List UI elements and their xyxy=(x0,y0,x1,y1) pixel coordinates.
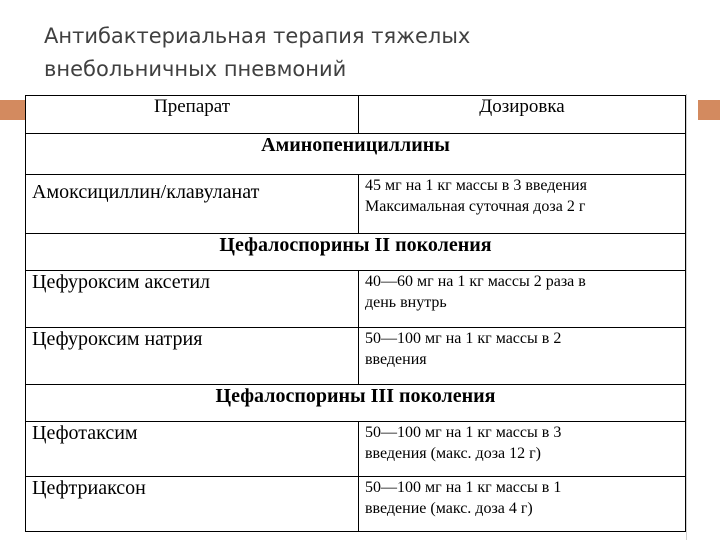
group-row xyxy=(26,234,686,271)
dose-line: 50—100 мг на 1 кг массы в 3 xyxy=(365,424,562,441)
header-dosage: Дозировка xyxy=(359,96,686,134)
group-aminopenicillins: Аминопенициллины xyxy=(26,134,686,175)
dose-line: 50—100 мг на 1 кг массы в 1 xyxy=(365,479,562,496)
group-cephalosporins-2: Цефалоспорины II поколения xyxy=(26,234,686,271)
header-drug: Препарат xyxy=(26,96,359,134)
drug-dose xyxy=(359,328,686,385)
slide-title-line-1: Антибактериальная терапия тяжелых xyxy=(44,24,471,48)
drug-dose xyxy=(359,271,686,328)
accent-bar-right xyxy=(698,100,720,120)
dose-line: введения (макс. доза 12 г) xyxy=(365,445,542,462)
table-row xyxy=(26,422,686,477)
table-row xyxy=(26,328,686,385)
drug-dose xyxy=(359,175,686,234)
drug-name: Амоксициллин/клавуланат xyxy=(26,175,359,234)
accent-bar-left xyxy=(0,100,26,120)
dose-line: введение (макс. доза 4 г) xyxy=(365,500,533,517)
group-row xyxy=(26,385,686,422)
drug-name: Цефуроксим натрия xyxy=(26,328,359,385)
drug-dose xyxy=(359,477,686,532)
drug-name: Цефуроксим аксетил xyxy=(26,271,359,328)
dose-line: 40—60 мг на 1 кг массы 2 раза в xyxy=(365,273,586,290)
table-row xyxy=(26,477,686,532)
dose-line: 45 мг на 1 кг массы в 3 введения xyxy=(365,177,587,194)
dose-line: 50—100 мг на 1 кг массы в 2 xyxy=(365,330,562,347)
table-row xyxy=(26,175,686,234)
antibiotic-table xyxy=(25,95,686,532)
drug-dose xyxy=(359,422,686,477)
group-row xyxy=(26,134,686,175)
dose-line: введения xyxy=(365,351,427,368)
dose-line: Максимальная суточная доза 2 г xyxy=(365,198,586,215)
table-row xyxy=(26,271,686,328)
drug-name: Цефотаксим xyxy=(26,422,359,477)
slide-title xyxy=(44,20,664,86)
dose-line: день внутрь xyxy=(365,294,447,311)
decorative-divider xyxy=(686,94,687,540)
table-header-row xyxy=(26,96,686,134)
drug-name: Цефтриаксон xyxy=(26,477,359,532)
group-cephalosporins-3: Цефалоспорины III поколения xyxy=(26,385,686,422)
slide-title-line-2: внебольничных пневмоний xyxy=(44,57,347,81)
